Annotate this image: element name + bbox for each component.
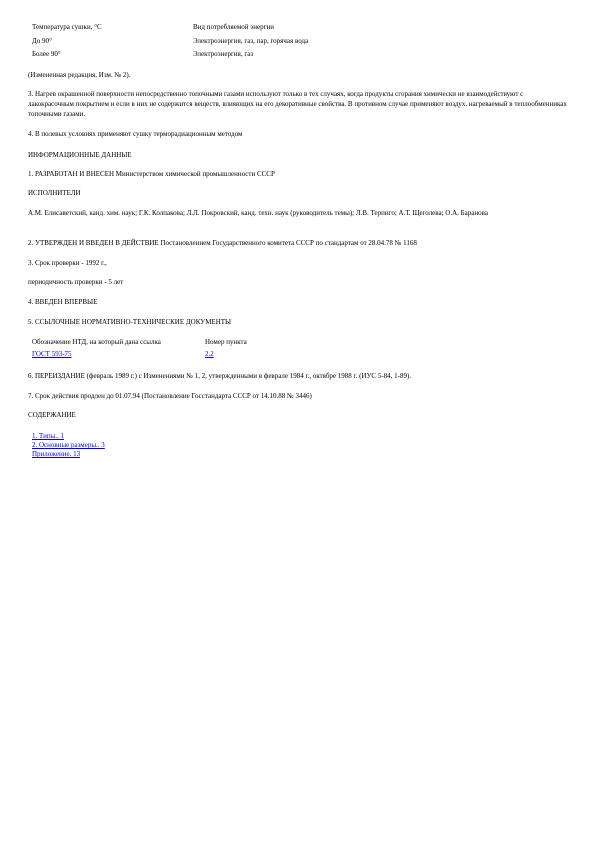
ref-doc-link[interactable]: ГОСТ 593-75 bbox=[32, 350, 72, 358]
info-item-3: 3. Срок проверки - 1992 г., bbox=[28, 259, 107, 267]
info-heading: ИНФОРМАЦИОННЫЕ ДАННЫЕ bbox=[28, 151, 132, 159]
table-cell-energy: Электроэнергия, газ, пар, горячая вода bbox=[193, 37, 309, 45]
contents-list bbox=[32, 432, 105, 459]
info-item-5: 5. ССЫЛОЧНЫЕ НОРМАТИВНО-ТЕХНИЧЕСКИЕ ДОКУМЕНТЫ bbox=[28, 318, 232, 326]
contents-link-appendix[interactable]: Приложение. 13 bbox=[32, 450, 81, 458]
revision-note: (Измененная редакция, Изм. № 2). bbox=[28, 71, 131, 79]
info-item-3-period: периодичность проверки - 5 лет bbox=[28, 278, 124, 286]
table-cell-temp: Более 90° bbox=[32, 50, 61, 58]
info-item-7: 7. Срок действия продлен до 01.07.94 (Постановление Госстандарта СССР от 14.10.88 № 3446) bbox=[28, 392, 312, 400]
contents-heading: СОДЕРЖАНИЕ bbox=[28, 411, 76, 419]
executors-list: А.М. Елисаветский, канд. хим. наук; Г.К. Колпакова; Л.Л. Покровский, канд. техн. наук (руководитель темы); Л.В. Терпиго; А.Т. Щеголева; О.А. Баранова bbox=[28, 209, 488, 217]
ref-item-link[interactable]: 2.2 bbox=[205, 350, 214, 358]
table-header-energy: Вид потребляемой энергии bbox=[193, 23, 274, 31]
table-header-temp: Температура сушки, °С bbox=[32, 23, 102, 31]
contents-link-types[interactable]: 1. Типы.. 1 bbox=[32, 432, 65, 440]
paragraph-4: 4. В полевых условиях применяют сушку терморадиационным методом bbox=[28, 130, 243, 138]
ref-header-item: Номер пункта bbox=[205, 338, 247, 346]
info-item-2: 2. УТВЕРЖДЕН И ВВЕДЕН В ДЕЙСТВИЕ Постановлением Государственного комитета СССР по стандартам от 28.04.78 № 1168 bbox=[28, 239, 417, 247]
info-item-4: 4. ВВЕДЕН ВПЕРВЫЕ bbox=[28, 298, 98, 306]
info-item-6: 6. ПЕРЕИЗДАНИЕ (февраль 1989 г.) с Изменениями № 1, 2, утвержденными в феврале 1984 г., октябре 1988 г. (ИУС 5-84, 1-89). bbox=[28, 372, 412, 380]
table-cell-energy: Электроэнергия, газ bbox=[193, 50, 254, 58]
ref-header-doc: Обозначение НТД, на который дана ссылка bbox=[32, 338, 161, 346]
paragraph-3: 3. Нагрев окрашенной поверхности непосредственно топочными газами используют только в тех случаях, когда продукты сгорания химически не взаимодействуют с лакокрасочным покрытием и если в них не содержится веществ, влияющих на его декоративные свойства. В противном случае применяют воздух, нагреваемый в теплообменниках топочными газами. bbox=[28, 90, 567, 118]
table-cell-temp: До 90° bbox=[32, 37, 52, 45]
executors-heading: ИСПОЛНИТЕЛИ bbox=[28, 189, 81, 197]
info-item-1: 1. РАЗРАБОТАН И ВНЕСЕН Министерством химической промышленности СССР bbox=[28, 170, 275, 178]
contents-link-dimensions[interactable]: 2. Основные размеры.. 3 bbox=[32, 441, 105, 449]
